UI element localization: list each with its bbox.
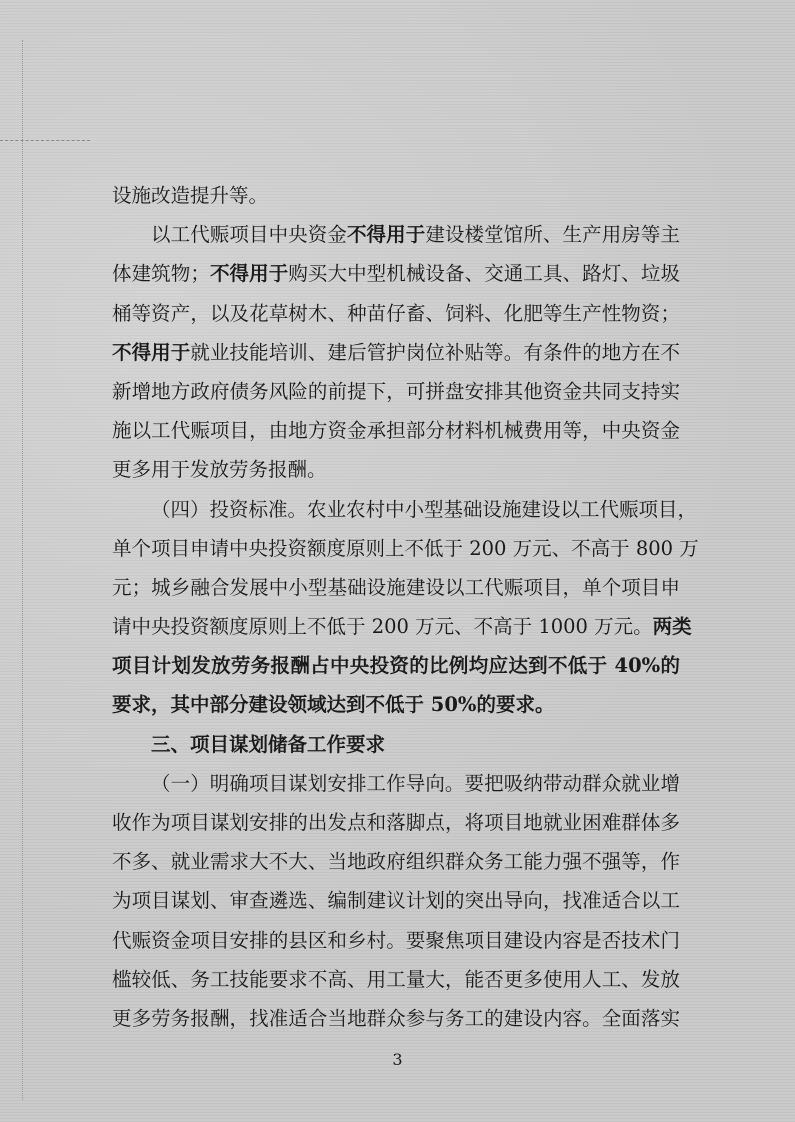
text-segment: （四）投资标准。农业农村中小型基础设施建设以工代赈项目，: [151, 497, 698, 521]
text-line: [112, 490, 698, 529]
text-line: [112, 725, 680, 764]
text-segment: 槛较低、务工技能要求不高、用工量大，能否更多使用人工、发放: [112, 967, 680, 991]
text-line: [112, 842, 680, 881]
scan-dash-mark: [0, 140, 90, 142]
text-line: [112, 411, 680, 450]
text-line: [112, 529, 699, 568]
text-segment: 单个项目申请中央投资额度原则上不低于 200 万元、不高于 800 万: [112, 536, 699, 560]
document-body: [112, 176, 699, 1038]
text-segment: 不多、就业需求大不大、当地政府组织群众务工能力强不强等，作: [112, 850, 680, 874]
text-segment: 桶等资产，以及花草树木、种苗仔畜、饲料、化肥等生产性物资；: [112, 301, 680, 325]
scan-edge-line: [22, 40, 23, 1100]
text-line: [112, 685, 680, 724]
text-segment: 就业技能培训、建后管护岗位补贴等。有条件的地方在不: [190, 340, 680, 364]
text-line: [112, 960, 680, 999]
text-segment: 元；城乡融合发展中小型基础设施建设以工代赈项目，单个项目申: [112, 575, 680, 599]
text-segment: 代赈资金项目安排的县区和乡村。要聚焦项目建设内容是否技术门: [112, 928, 680, 952]
text-line: [112, 646, 680, 685]
text-line: [112, 881, 680, 920]
bold-text-segment: 两类: [652, 615, 692, 639]
text-line: [112, 999, 680, 1038]
text-line: [112, 803, 680, 842]
page-number: 3: [392, 1050, 403, 1069]
text-segment: 更多用于发放劳务报酬。: [112, 458, 327, 482]
text-line: [112, 176, 680, 215]
bold-text-segment: 不得用于: [112, 340, 191, 364]
bold-text-segment: 不得用于: [209, 262, 289, 286]
text-segment: 购买大中型机械设备、交通工具、路灯、垃圾: [288, 262, 680, 286]
text-line: [112, 254, 680, 293]
text-line: [112, 333, 680, 372]
text-segment: 体建筑物；: [112, 262, 210, 286]
text-line: [112, 372, 680, 411]
text-segment: 新增地方政府债务风险的前提下，可拼盘安排其他资金共同支持实: [112, 379, 680, 403]
bold-text-segment: 三、项目谋划储备工作要求: [151, 732, 386, 756]
text-line: [112, 607, 692, 646]
text-line: [112, 568, 680, 607]
bold-text-segment: 要求，其中部分建设领域达到不低于 50%的要求。: [112, 693, 555, 717]
text-line: [112, 215, 680, 254]
text-segment: 施以工代赈项目，由地方资金承担部分材料机械费用等，中央资金: [112, 419, 680, 443]
text-segment: 请中央投资额度原则上不低于 200 万元、不高于 1000 万元。: [112, 615, 653, 639]
text-segment: 为项目谋划、审查遴选、编制建议计划的突出导向，找准适合以工: [112, 889, 680, 913]
text-line: [112, 450, 680, 489]
text-line: [112, 764, 680, 803]
text-segment: 收作为项目谋划安排的出发点和落脚点，将项目地就业困难群体多: [112, 811, 680, 834]
text-segment: 设施改造提升等。: [112, 184, 269, 207]
text-line: [112, 294, 680, 333]
text-segment: 以工代赈项目中央资金: [151, 223, 347, 247]
bold-text-segment: 项目计划发放劳务报酬占中央投资的比例均应达到不低于 40%的: [112, 654, 680, 678]
text-line: [112, 921, 680, 960]
bold-text-segment: 不得用于: [346, 223, 426, 247]
text-segment: 更多劳务报酬，找准适合当地群众参与务工的建设内容。全面落实: [112, 1006, 680, 1030]
text-segment: 建设楼堂馆所、生产用房等主: [425, 223, 680, 247]
text-segment: （一）明确项目谋划安排工作导向。要把吸纳带动群众就业增: [151, 771, 680, 795]
